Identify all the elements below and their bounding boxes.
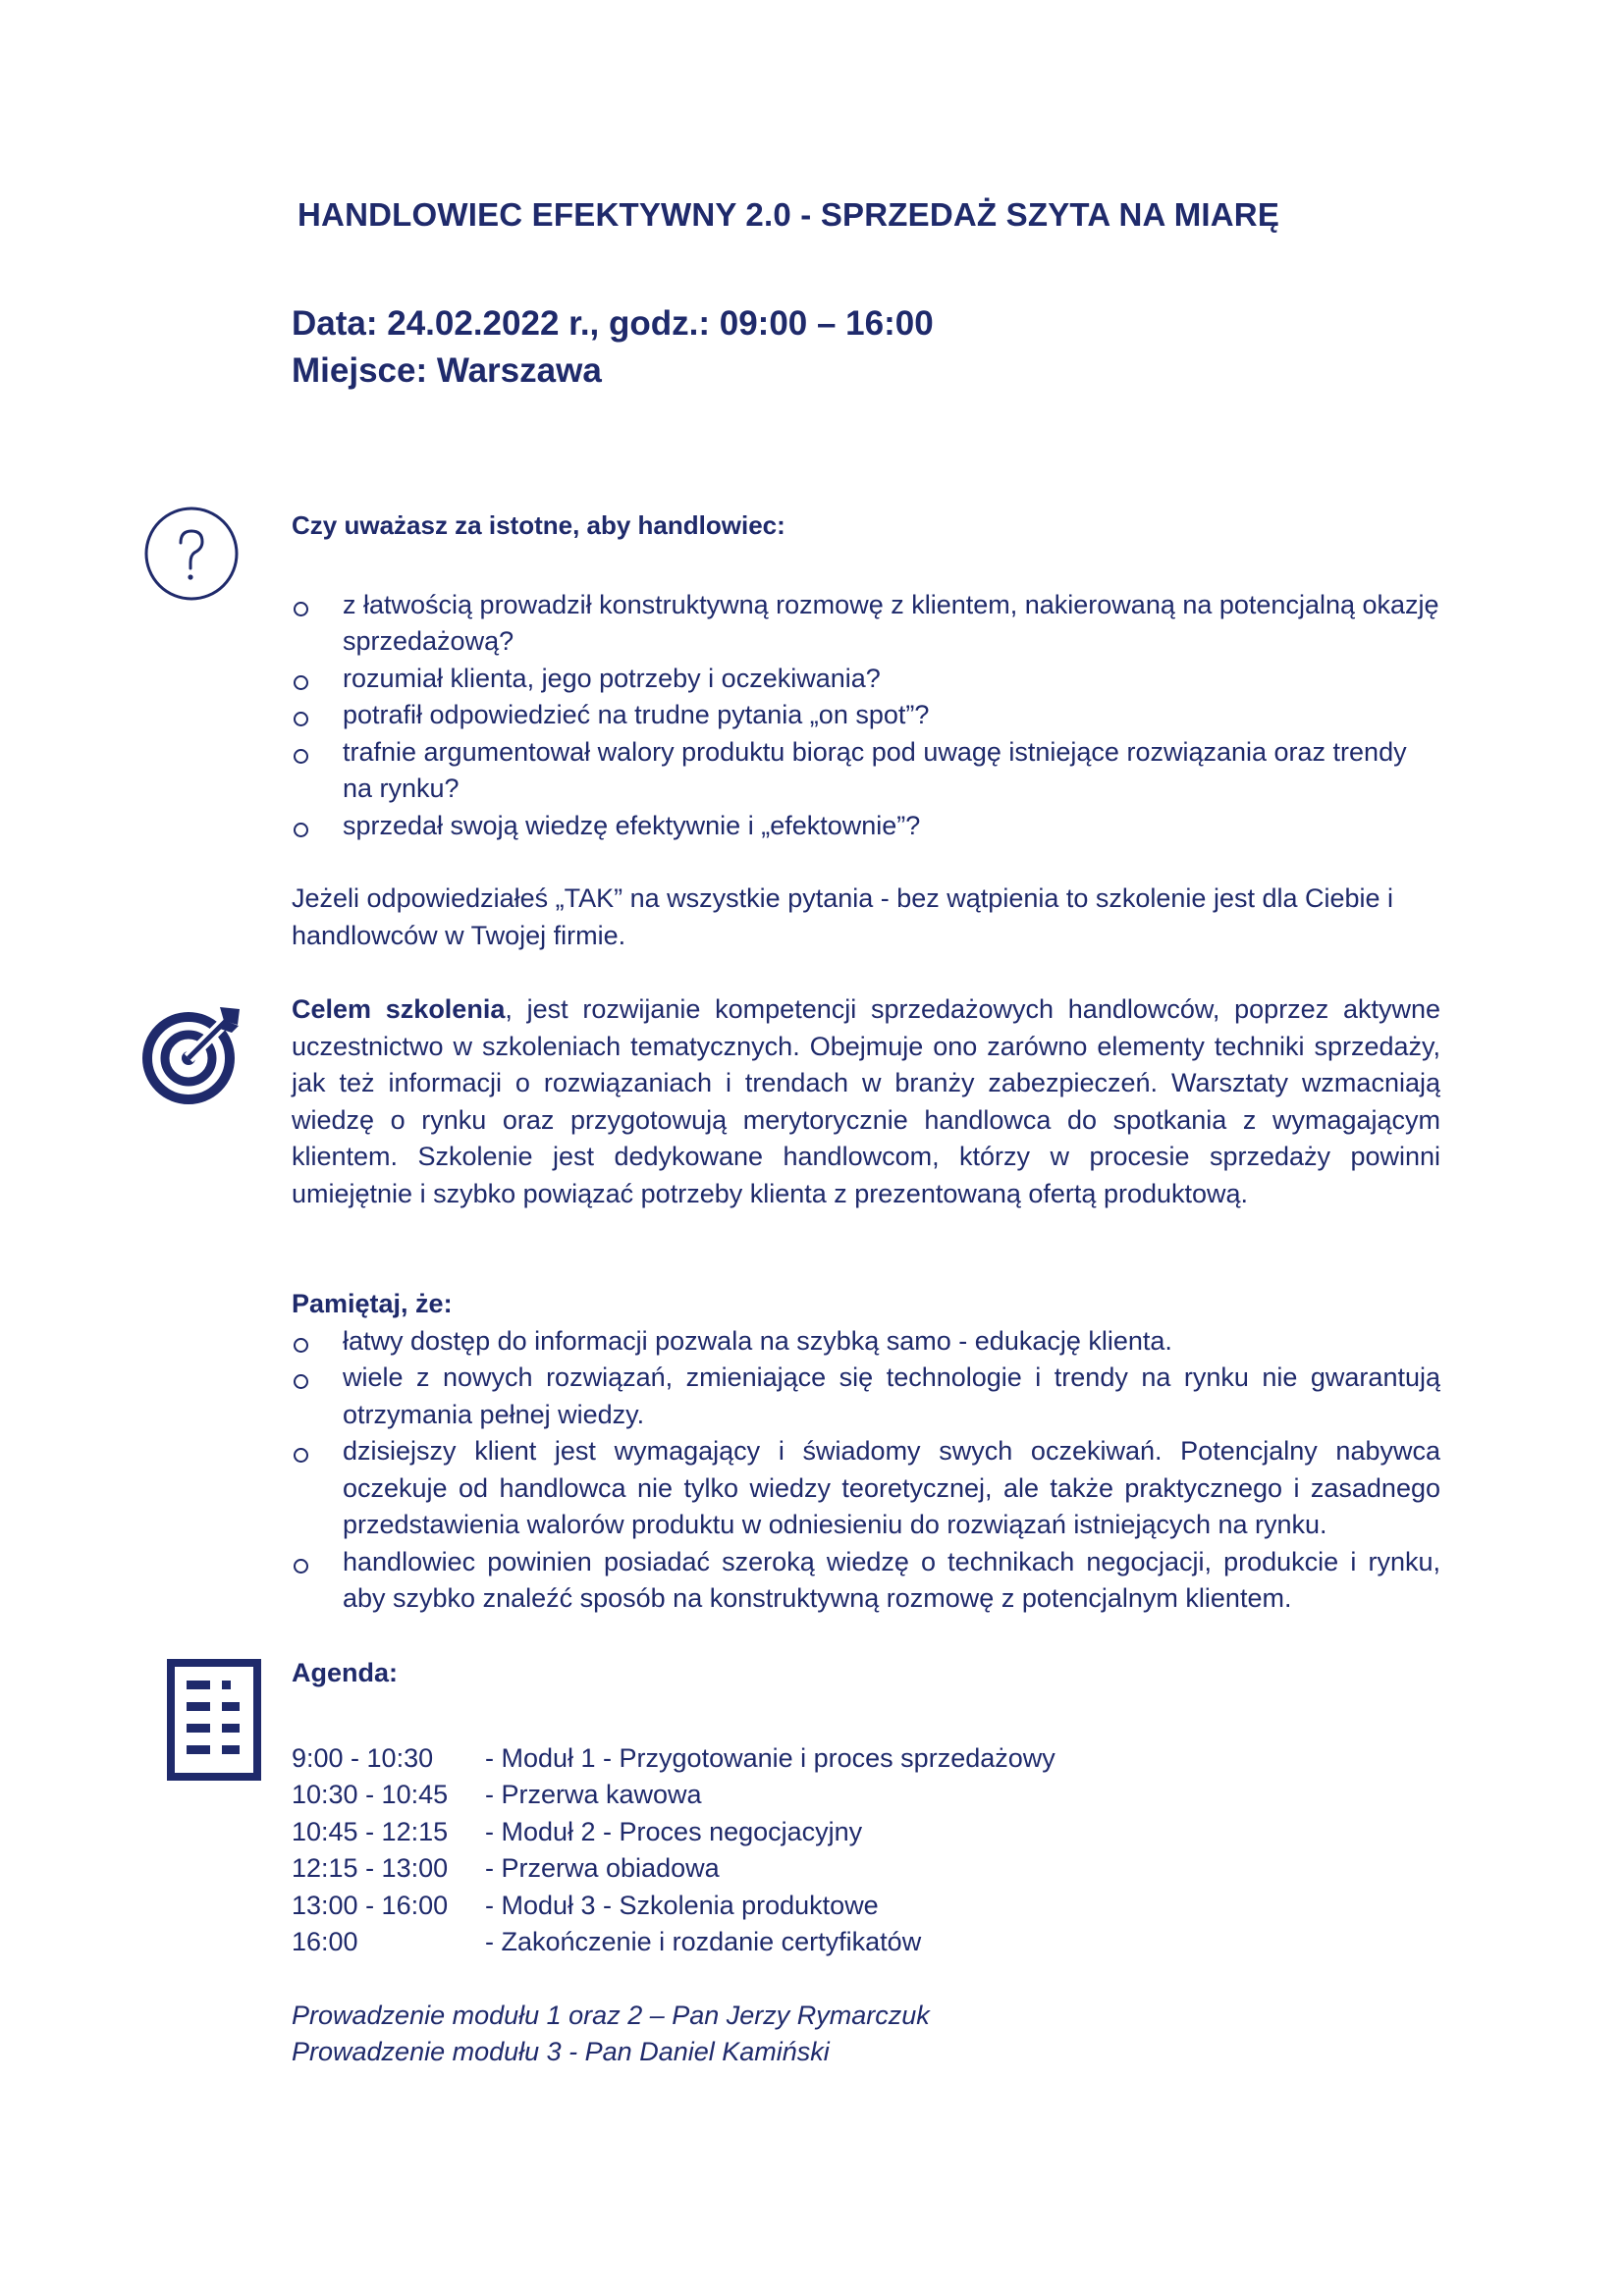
list-item: sprzedał swoją wiedzę efektywnie i „efektownie”? <box>292 808 1440 845</box>
agenda-desc: - Moduł 3 - Szkolenia produktowe <box>485 1890 879 1920</box>
agenda-row <box>292 1814 1440 1851</box>
agenda-time: 13:00 - 16:00 <box>292 1890 449 1920</box>
event-date: Data: 24.02.2022 r., godz.: 09:00 – 16:00 <box>292 304 934 343</box>
agenda-row <box>292 1888 1440 1925</box>
agenda-desc: - Przerwa kawowa <box>485 1780 702 1809</box>
agenda-row <box>292 1924 1440 1961</box>
remember-list <box>292 1323 1440 1618</box>
agenda-section <box>292 1655 1440 2071</box>
event-place: Miejsce: Warszawa <box>292 351 602 390</box>
agenda-row <box>292 1777 1440 1814</box>
list-item: handlowiec powinien posiadać szeroką wiedzę o technikach negocjacji, produkcie i rynku, aby szybko znaleźć sposób na konstruktywną rozmowę z potencjalnym klientem. <box>292 1544 1440 1618</box>
list-item: rozumiał klienta, jego potrzeby i oczekiwania? <box>292 661 1440 698</box>
agenda-desc: - Przerwa obiadowa <box>485 1853 720 1883</box>
agenda-desc: - Moduł 1 - Przygotowanie i proces sprzedażowy <box>485 1742 1055 1773</box>
questions-conclusion: Jeżeli odpowiedziałeś „TAK” na wszystkie pytania - bez wątpienia to szkolenie jest dla Ciebie i handlowców w Twojej firmie. <box>292 883 1394 950</box>
list-item: łatwy dostęp do informacji pozwala na szybką samo - edukację klienta. <box>292 1323 1440 1361</box>
agenda-desc: - Zakończenie i rozdanie certyfikatów <box>485 1927 922 1956</box>
trainer-line: Prowadzenie modułu 3 - Pan Daniel Kamiński <box>292 2037 830 2066</box>
agenda-desc: - Moduł 2 - Proces negocjacyjny <box>485 1816 863 1846</box>
list-item: trafnie argumentował walory produktu biorąc pod uwagę istniejące rozwiązania oraz trendy na rynku? <box>292 734 1440 808</box>
questions-heading: Czy uważasz za istotne, aby handlowiec: <box>292 510 785 540</box>
question-circle-icon <box>143 506 240 602</box>
remember-heading: Pamiętaj, że: <box>292 1289 453 1318</box>
agenda-time: 9:00 - 10:30 <box>292 1742 434 1773</box>
agenda-heading: Agenda: <box>292 1658 398 1687</box>
document-title: HANDLOWIEC EFEKTYWNY 2.0 - SPRZEDAŻ SZYTA NA MIARĘ <box>298 196 1280 233</box>
agenda-table <box>292 1740 1440 1961</box>
goal-lead: Celem szkolenia <box>292 994 506 1024</box>
agenda-time: 10:30 - 10:45 <box>292 1780 449 1809</box>
list-item: potrafił odpowiedzieć na trudne pytania „on spot”? <box>292 697 1440 734</box>
remember-section <box>292 1286 1440 1618</box>
agenda-time: 16:00 <box>292 1927 358 1956</box>
list-item: z łatwością prowadził konstruktywną rozmowę z klientem, nakierowaną na potencjalną okazję sprzedażową? <box>292 587 1440 661</box>
questions-section <box>292 507 1440 954</box>
agenda-row <box>292 1850 1440 1888</box>
list-item: wiele z nowych rozwiązań, zmieniające się technologie i trendy na rynku nie gwarantują otrzymania pełnej wiedzy. <box>292 1360 1440 1433</box>
checklist-icon <box>167 1659 261 1781</box>
agenda-row <box>292 1740 1440 1778</box>
target-arrow-icon <box>141 999 243 1107</box>
agenda-time: 12:15 - 13:00 <box>292 1853 449 1883</box>
trainer-line: Prowadzenie modułu 1 oraz 2 – Pan Jerzy Rymarczuk <box>292 2000 930 2030</box>
goal-text: , jest rozwijanie kompetencji sprzedażowych handlowców, poprzez aktywne uczestnictwo w szkoleniach tematycznych. Obejmuje ono zarówno elementy techniki sprzedaży, jak też informacji o rozwiązaniach i trendach w branży zabezpieczeń. Warsztaty wzmacniają wiedzę o rynku oraz przygotowują merytorycznie handlowca do spotkania z wymagającym klientem. Szkolenie jest dedykowane handlowcom, którzy w procesie sprzedaży powinni umiejętnie i szybko powiązać potrzeby klienta z prezentowaną ofertą produktową. <box>292 994 1440 1208</box>
questions-list <box>292 587 1440 845</box>
agenda-time: 10:45 - 12:15 <box>292 1816 449 1846</box>
list-item: dzisiejszy klient jest wymagający i świadomy swych oczekiwań. Potencjalny nabywca oczekuje od handlowca nie tylko wiedzy teoretycznej, ale także praktycznego i zasadnego przedstawienia walorów produktu w odniesieniu do rozwiązań istniejących na rynku. <box>292 1433 1440 1544</box>
goal-section <box>292 991 1440 1212</box>
